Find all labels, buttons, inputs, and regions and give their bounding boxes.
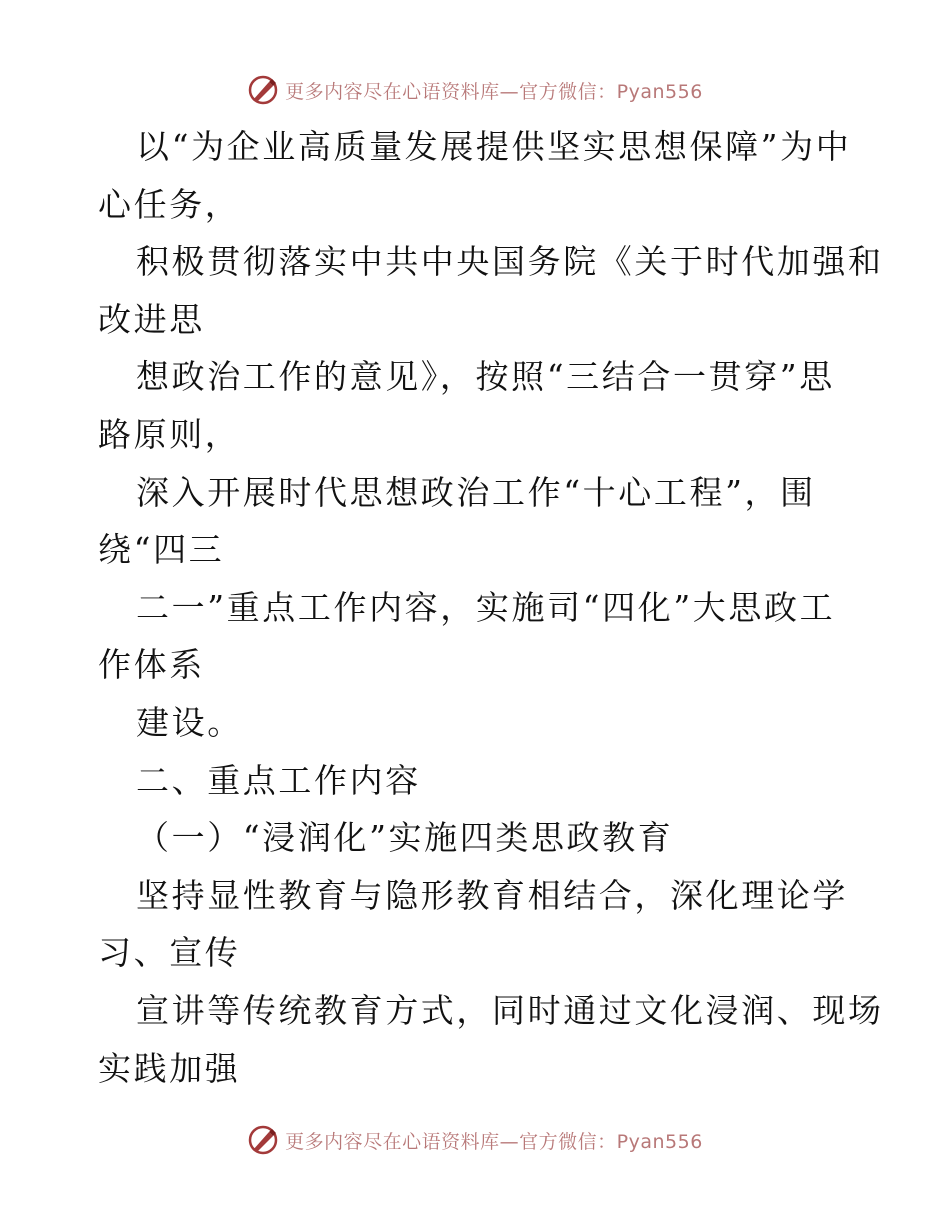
text-line: 坚持显性教育与隐形教育相结合，深化理论学 [136, 875, 848, 915]
text-line: （一）“浸润化”实施四类思政教育 [136, 818, 674, 858]
pen-logo-icon [247, 1124, 279, 1156]
document-body [98, 118, 884, 1097]
header-watermark [0, 70, 950, 110]
text-line: 想政治工作的意见》，按照“三结合一贯穿”思 [136, 357, 835, 397]
watermark-text: 更多内容尽在心语资料库—官方微信：Pyan556 [285, 1130, 703, 1153]
pen-logo-icon [247, 74, 279, 106]
footer-watermark [0, 1120, 950, 1160]
watermark-group [247, 74, 703, 106]
text-line: 习、宣传 [98, 933, 241, 973]
text-line: 宣讲等传统教育方式，同时通过文化浸润、现场 [136, 990, 884, 1030]
text-line: 作体系 [98, 645, 205, 685]
text-line: 改进思 [98, 299, 205, 339]
text-line: 心任务， [98, 184, 241, 224]
text-line: 建设。 [136, 702, 243, 742]
text-line: 积极贯彻落实中共中央国务院《关于时代加强和 [136, 242, 884, 282]
watermark-text: 更多内容尽在心语资料库—官方微信：Pyan556 [285, 80, 703, 103]
text-line: 以“为企业高质量发展提供坚实思想保障”为中 [136, 127, 852, 166]
text-line: 深入开展时代思想政治工作“十心工程”，围 [136, 472, 816, 512]
text-line: 路原则， [98, 414, 241, 454]
text-line: 实践加强 [98, 1048, 241, 1088]
watermark-group [247, 1124, 703, 1156]
text-line: 二一”重点工作内容，实施司“四化”大思政工 [136, 587, 836, 627]
text-line: 绕“四三 [98, 530, 225, 570]
text-line: 二、重点工作内容 [136, 760, 421, 800]
